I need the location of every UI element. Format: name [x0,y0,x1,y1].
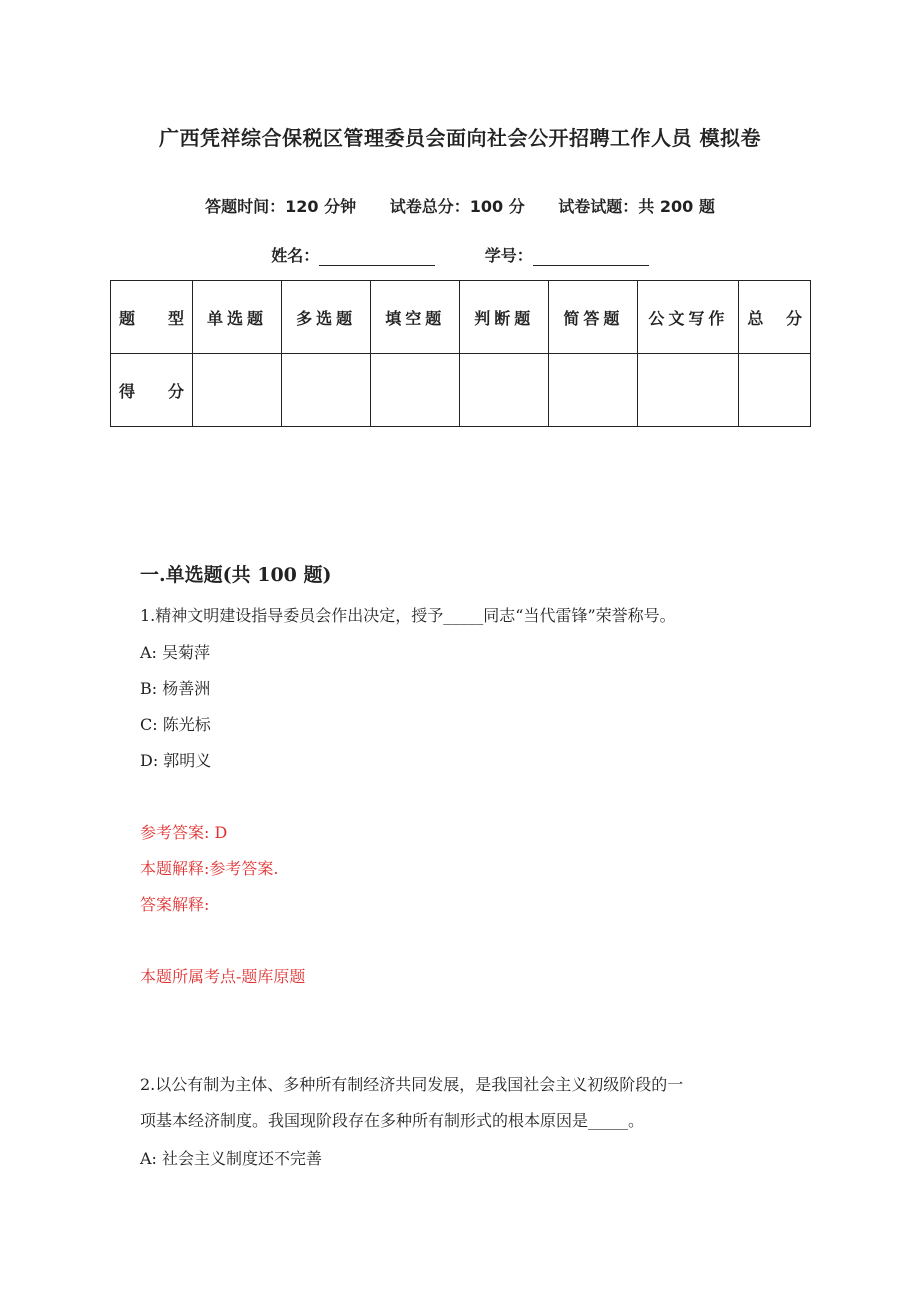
q1-knowledge-point: 本题所属考点-题库原题 [140,967,306,986]
q1-option-d[interactable]: D: 郭明义 [140,751,212,770]
score-cell[interactable] [193,354,282,427]
q2-stem-line1: 2.以公有制为主体、多种所有制经济共同发展，是我国社会主义初级阶段的一 [140,1075,684,1094]
score-cell[interactable] [371,354,460,427]
q1-option-c[interactable]: C: 陈光标 [140,715,211,734]
header-cell-ti: 题 [119,308,136,328]
score-cell[interactable] [549,354,638,427]
exam-title: 广西凭祥综合保税区管理委员会面向社会公开招聘工作人员 模拟卷 [159,126,761,150]
id-label: 学号： [484,246,533,265]
score-table-header-row [111,281,811,354]
exam-time: 答题时间：120 分钟 [205,197,357,216]
student-info [0,243,920,266]
q1-explain: 本题解释:参考答案. [140,859,279,878]
header-cell-fen: 分 [785,308,802,328]
score-table-score-row [111,354,811,427]
header-cell-judge: 判断题 [460,281,549,354]
exam-question-count: 试卷试题：共 200 题 [558,197,715,216]
score-cell[interactable] [739,354,811,427]
q1-stem: 1.精神文明建设指导委员会作出决定，授予_____同志“当代雷锋”荣誉称号。 [140,606,676,625]
score-table [110,280,811,427]
score-cell[interactable] [460,354,549,427]
q1-explain-label: 答案解释: [140,895,210,914]
id-blank[interactable] [533,250,649,266]
q1-answer: 参考答案: D [140,823,228,842]
header-cell-short: 简答题 [549,281,638,354]
row-label-fen: 分 [167,381,184,401]
score-cell[interactable] [282,354,371,427]
name-label: 姓名： [271,246,320,265]
header-cell-fill: 填空题 [371,281,460,354]
exam-total-score: 试卷总分：100 分 [389,197,525,216]
header-cell-zong: 总 [747,308,764,328]
q1-option-a[interactable]: A: 吴菊萍 [140,643,211,662]
header-cell-xing: 型 [167,308,184,328]
section-heading: 一.单选题(共 100 题) [140,564,332,586]
row-label-de: 得 [119,381,136,401]
exam-meta [0,194,920,217]
q1-option-b[interactable]: B: 杨善洲 [140,679,211,698]
score-cell[interactable] [638,354,739,427]
q2-stem-line2: 项基本经济制度。我国现阶段存在多种所有制形式的根本原因是_____。 [140,1111,645,1130]
header-cell-multi: 多选题 [282,281,371,354]
name-blank[interactable] [319,250,435,266]
header-cell-single: 单选题 [193,281,282,354]
q2-option-a[interactable]: A: 社会主义制度还不完善 [140,1149,323,1168]
header-cell-writing: 公文写作 [638,281,739,354]
